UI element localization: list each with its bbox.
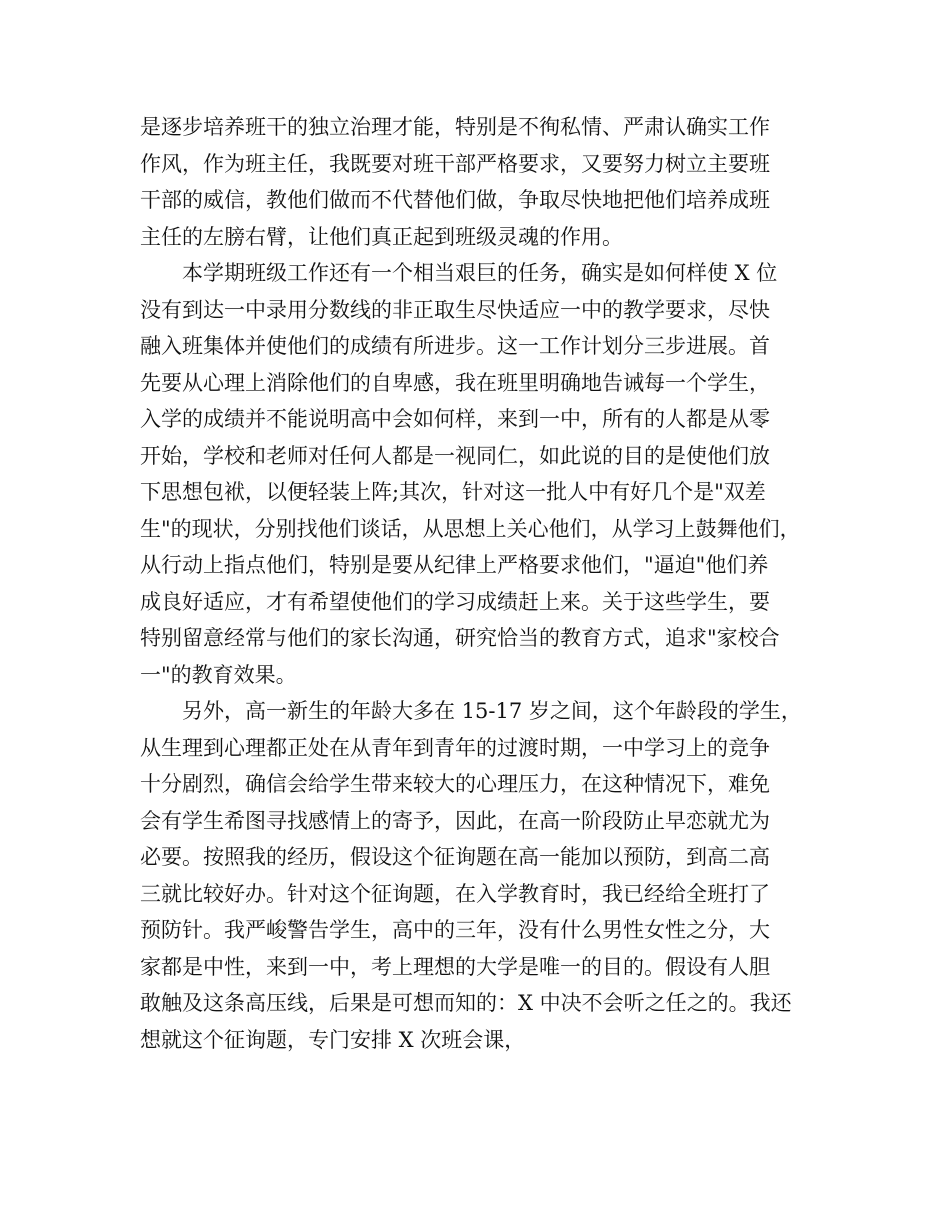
text-line: 本学期班级工作还有一个相当艰巨的任务，确实是如何样使 X 位 <box>140 261 778 285</box>
text-line: 家都是中性，来到一中，考上理想的大学是唯一的目的。假设有人胆 <box>140 954 770 979</box>
body-text <box>140 109 840 1058</box>
text-line: 三就比较好办。针对这个征询题，在入学教育时，我已经给全班打了 <box>140 881 770 906</box>
text-line: 从生理到心理都正处在从青年到青年的过渡时期，一中学习上的竞争 <box>140 735 770 760</box>
text-line: 没有到达一中录用分数线的非正取生尽快适应一中的教学要求，尽快 <box>140 297 770 322</box>
text-line: 干部的威信，教他们做而不代替他们做，争取尽快地把他们培养成班 <box>140 188 770 212</box>
text-line: 必要。按照我的经历，假设这个征询题在高一能加以预防，到高二高 <box>140 845 770 869</box>
text-line: 敢触及这条高压线，后果是可想而知的：X 中决不会听之任之的。我还 <box>140 991 792 1015</box>
text-line: 特别留意经常与他们的家长沟通，研究恰当的教育方式，追求"家校合 <box>140 626 780 650</box>
text-line: 作风，作为班主任，我既要对班干部严格要求，又要努力树立主要班 <box>140 151 770 176</box>
text-line: 一"的教育效果。 <box>140 662 297 687</box>
text-line: 会有学生希图寻找感情上的寄予，因此，在高一阶段防止早恋就尤为 <box>140 808 770 833</box>
text-line: 另外，高一新生的年龄大多在 15-17 岁之间，这个年龄段的学生， <box>140 699 802 723</box>
text-line: 生"的现状，分别找他们谈话，从思想上关心他们，从学习上鼓舞他们， <box>140 516 801 541</box>
text-line: 融入班集体并使他们的成绩有所进步。这一工作计划分三步进展。首 <box>140 334 770 358</box>
text-line: 成良好适应，才有希望使他们的学习成绩赶上来。关于这些学生，要 <box>140 589 770 614</box>
text-line: 入学的成绩并不能说明高中会如何样，来到一中，所有的人都是从零 <box>140 407 770 431</box>
text-line: 想就这个征询题，专门安排 X 次班会课， <box>140 1027 526 1052</box>
text-line: 预防针。我严峻警告学生，高中的三年，没有什么男性女性之分，大 <box>140 918 770 942</box>
text-line: 从行动上指点他们，特别是要从纪律上严格要求他们，"逼迫"他们养 <box>140 553 769 577</box>
text-line: 十分剧烈，确信会给学生带来较大的心理压力，在这种情况下，难免 <box>140 772 770 796</box>
text-line: 开始，学校和老师对任何人都是一视同仁，如此说的目的是使他们放 <box>140 443 770 468</box>
text-line: 先要从心理上消除他们的自卑感，我在班里明确地告诫每一个学生， <box>140 370 770 395</box>
text-line: 下思想包袱，以便轻装上阵;其次，针对这一批人中有好几个是"双差 <box>140 480 766 504</box>
text-line: 是逐步培养班干的独立治理才能，特别是不徇私情、严肃认确实工作 <box>140 115 770 139</box>
text-line: 主任的左膀右臂，让他们真正起到班级灵魂的作用。 <box>140 224 623 249</box>
